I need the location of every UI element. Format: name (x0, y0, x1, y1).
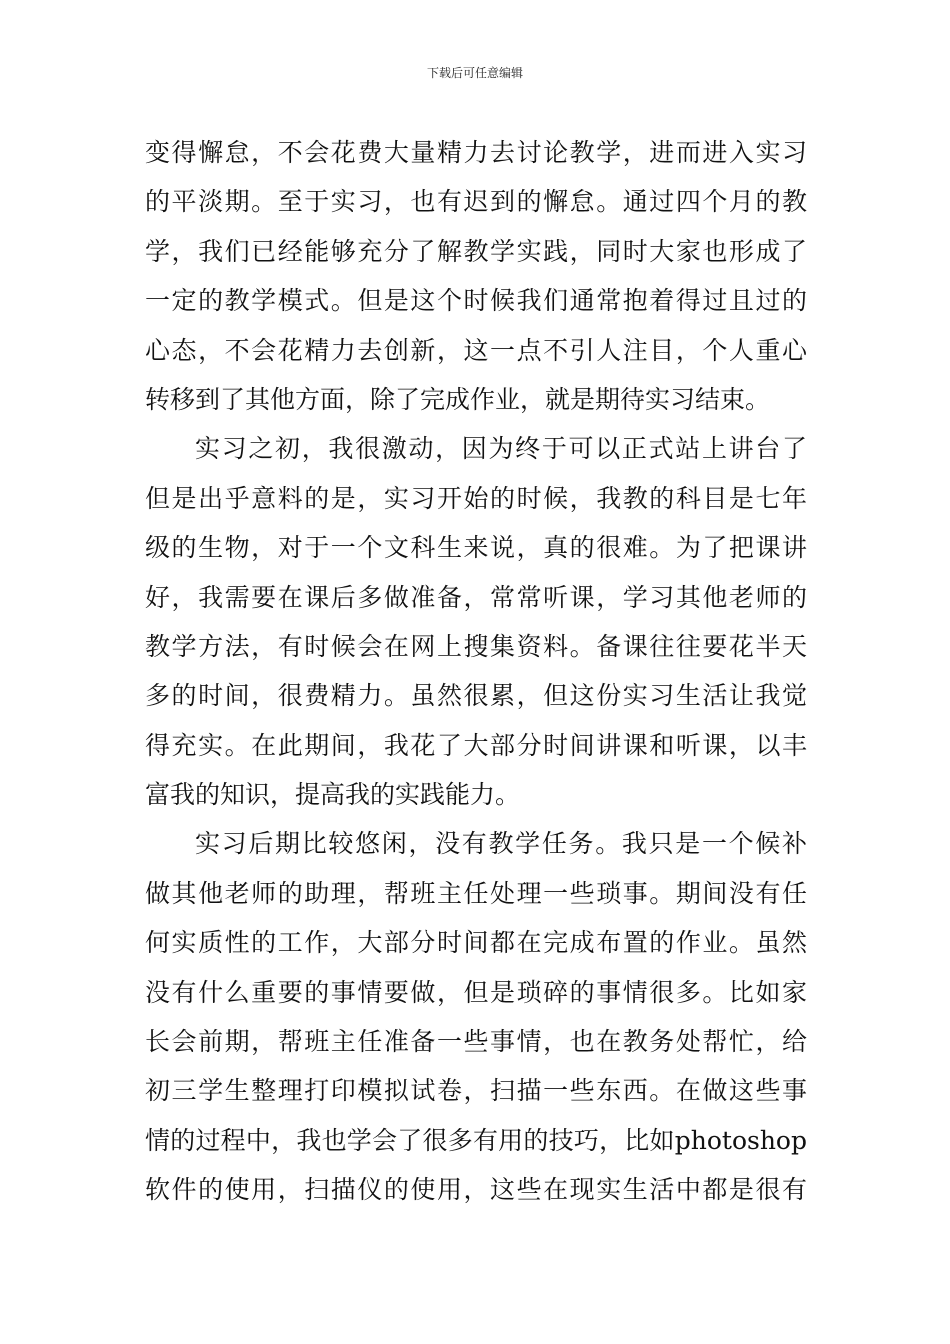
text-line: 一定的教学模式。但是这个时候我们通常抱着得过且过的 (145, 286, 807, 316)
paragraph-1 (145, 128, 807, 424)
text-line: 实习后期比较悠闲，没有教学任务。我只是一个候补 (195, 829, 807, 859)
text-line: 教学方法，有时候会在网上搜集资料。备课往往要花半天 (145, 631, 807, 661)
text-line: 转移到了其他方面，除了完成作业，就是期待实习结束。 (145, 384, 771, 414)
text-line: 心态，不会花精力去创新，这一点不引人注目，个人重心 (145, 335, 807, 365)
text-line: 没有什么重要的事情要做，但是琐碎的事情很多。比如家 (145, 977, 807, 1007)
document-body (145, 128, 807, 1215)
text-line: 情的过程中，我也学会了很多有用的技巧，比如photoshop (145, 1125, 807, 1155)
text-line: 学，我们已经能够充分了解教学实践，同时大家也形成了 (145, 236, 807, 266)
text-line: 好，我需要在课后多做准备，常常听课，学习其他老师的 (145, 582, 807, 612)
text-line: 做其他老师的助理，帮班主任处理一些琐事。期间没有任 (145, 878, 807, 908)
text-line: 长会前期，帮班主任准备一些事情，也在教务处帮忙，给 (145, 1027, 807, 1057)
text-line: 软件的使用，扫描仪的使用，这些在现实生活中都是很有 (145, 1175, 807, 1205)
text-line: 但是出乎意料的是，实习开始的时候，我教的科目是七年 (145, 483, 807, 513)
text-line: 的平淡期。至于实习，也有迟到的懈怠。通过四个月的教 (145, 187, 807, 217)
paragraph-3 (145, 819, 807, 1214)
text-line: 富我的知识，提高我的实践能力。 (145, 780, 521, 810)
text-line: 何实质性的工作，大部分时间都在完成布置的作业。虽然 (145, 928, 807, 958)
text-line: 多的时间，很费精力。虽然很累，但这份实习生活让我觉 (145, 681, 807, 711)
paragraph-2 (145, 424, 807, 819)
page-header-note: 下载后可任意编辑 (426, 66, 523, 80)
text-line: 实习之初，我很激动，因为终于可以正式站上讲台了 (195, 434, 807, 464)
text-line: 变得懈怠，不会花费大量精力去讨论教学，进而进入实习 (145, 138, 807, 167)
text-line: 得充实。在此期间，我花了大部分时间讲课和听课，以丰 (145, 730, 807, 760)
text-line: 初三学生整理打印模拟试卷，扫描一些东西。在做这些事 (145, 1076, 807, 1106)
text-line: 级的生物，对于一个文科生来说，真的很难。为了把课讲 (145, 533, 807, 563)
